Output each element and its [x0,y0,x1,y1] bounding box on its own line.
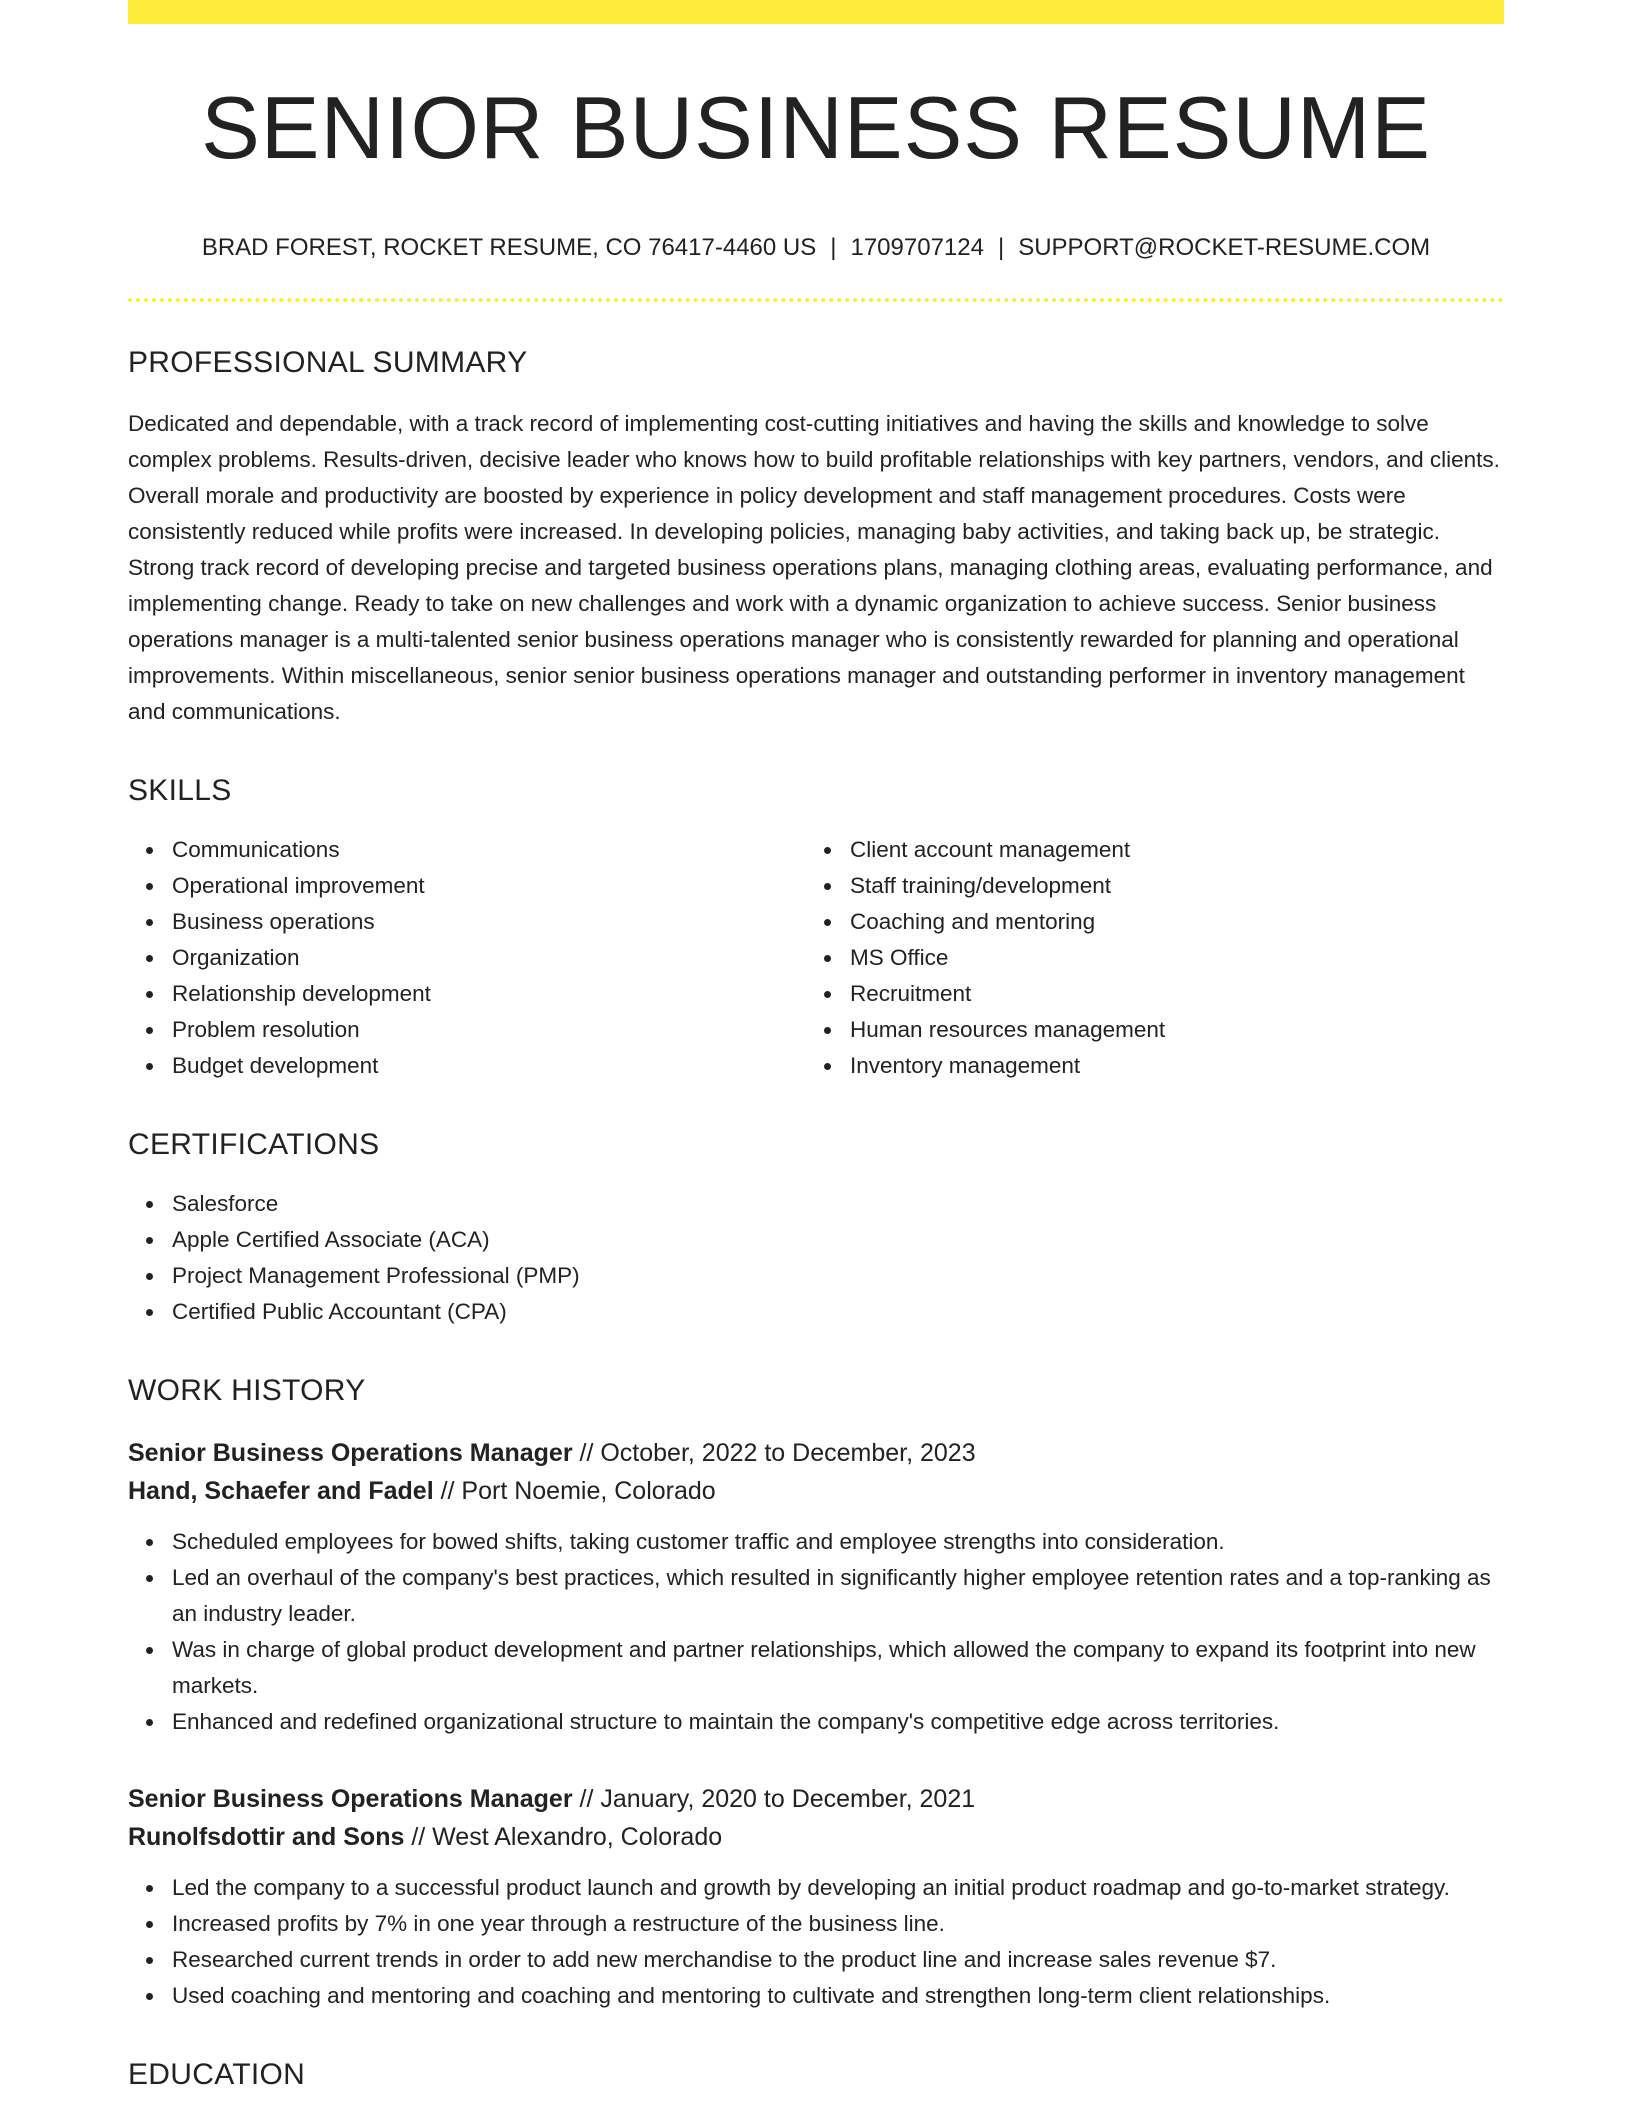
job-title: Senior Business Operations Manager [128,1785,573,1813]
list-item: Used coaching and mentoring and coaching and mentoring to cultivate and strengthen long-term client relationships. [172,1978,1504,2014]
list-item: Was in charge of global product development and partner relationships, which allowed the company to expand its footprint into new markets. [172,1632,1504,1704]
list-item: Recruitment [850,976,1484,1012]
list-item: Client account management [850,832,1484,868]
page-title: SENIOR BUSINESS RESUME [201,78,1431,177]
skills-list-right [806,832,1484,1084]
job-title: Senior Business Operations Manager [128,1439,573,1467]
certifications-heading: CERTIFICATIONS [128,1128,380,1161]
job-location: // Port Noemie, Colorado [433,1477,716,1505]
skills-heading: SKILLS [128,774,232,807]
list-item: Human resources management [850,1012,1484,1048]
list-item: Project Management Professional (PMP) [172,1258,1504,1294]
contact-email[interactable]: SUPPORT@ROCKET-RESUME.COM [1018,234,1431,261]
job-location: // West Alexandro, Colorado [404,1823,723,1851]
list-item: Inventory management [850,1048,1484,1084]
list-item: Operational improvement [172,868,806,904]
job-company: Runolfsdottir and Sons [128,1823,405,1851]
skills-column-right [806,832,1484,1084]
contact-line [128,236,1504,260]
job-entry [128,1780,1504,2014]
job-bullets [128,1524,1504,1740]
list-item: Increased profits by 7% in one year through a restructure of the business line. [172,1906,1504,1942]
list-item: Led an overhaul of the company's best practices, which resulted in significantly higher employee retention rates and a top-ranking as an industry leader. [172,1560,1504,1632]
list-item: Salesforce [172,1186,1504,1222]
contact-separator: | [997,234,1005,261]
dotted-divider [128,298,1504,302]
skills-list-left [128,832,806,1084]
list-item: Researched current trends in order to add new merchandise to the product line and increase sales revenue $7. [172,1942,1504,1978]
top-accent-bar [128,0,1504,24]
job-company: Hand, Schaefer and Fadel [128,1477,434,1505]
list-item: MS Office [850,940,1484,976]
job-company-line [128,1472,1504,1510]
job-title-line [128,1434,1504,1472]
list-item: Communications [172,832,806,868]
job-dates: // October, 2022 to December, 2023 [572,1439,976,1467]
list-item: Staff training/development [850,868,1484,904]
list-item: Apple Certified Associate (ACA) [172,1222,1504,1258]
list-item: Coaching and mentoring [850,904,1484,940]
list-item: Organization [172,940,806,976]
list-item: Enhanced and redefined organizational structure to maintain the company's competitive edge across territories. [172,1704,1504,1740]
list-item: Business operations [172,904,806,940]
contact-phone[interactable]: 1709707124 [850,234,984,261]
job-company-line [128,1818,1504,1856]
certifications-list [128,1186,1504,1330]
resume-page [128,0,1504,2090]
summary-heading: PROFESSIONAL SUMMARY [128,346,528,379]
summary-text: Dedicated and dependable, with a track record of implementing cost-cutting initiatives and having the skills and knowledge to solve complex problems. Results-driven, decisive leader who knows how to build profitable relationships with key partners, vendors, and clients. Overall morale and productivity are boosted by experience in policy development and staff management procedures. Costs were consistently reduced while profits were increased. In developing policies, managing baby activities, and taking back up, be strategic. Strong track record of developing precise and targeted business operations plans, managing clothing areas, evaluating performance, and implementing change. Ready to take on new challenges and work with a dynamic organization to achieve success. Senior business operations manager is a multi-talented senior business operations manager who is consistently rewarded for planning and operational improvements. Within miscellaneous, senior senior business operations manager and outstanding performer in inventory management and communications. [128,411,1500,724]
list-item: Problem resolution [172,1012,806,1048]
list-item: Scheduled employees for bowed shifts, taking customer traffic and employee strengths into consideration. [172,1524,1504,1560]
skills-columns [128,832,1504,1084]
list-item: Relationship development [172,976,806,1012]
contact-address: BRAD FOREST, ROCKET RESUME, CO 76417-4460 US [201,234,817,261]
list-item: Led the company to a successful product launch and growth by developing an initial product roadmap and go-to-market strategy. [172,1870,1504,1906]
job-entry [128,1434,1504,1740]
job-bullets [128,1870,1504,2014]
job-dates: // January, 2020 to December, 2021 [572,1785,976,1813]
list-item: Certified Public Accountant (CPA) [172,1294,1504,1330]
contact-separator: | [830,234,837,261]
job-title-line [128,1780,1504,1818]
skills-column-left [128,832,806,1084]
list-item: Budget development [172,1048,806,1084]
education-heading: EDUCATION [128,2058,306,2091]
work-history-heading: WORK HISTORY [128,1374,366,1407]
